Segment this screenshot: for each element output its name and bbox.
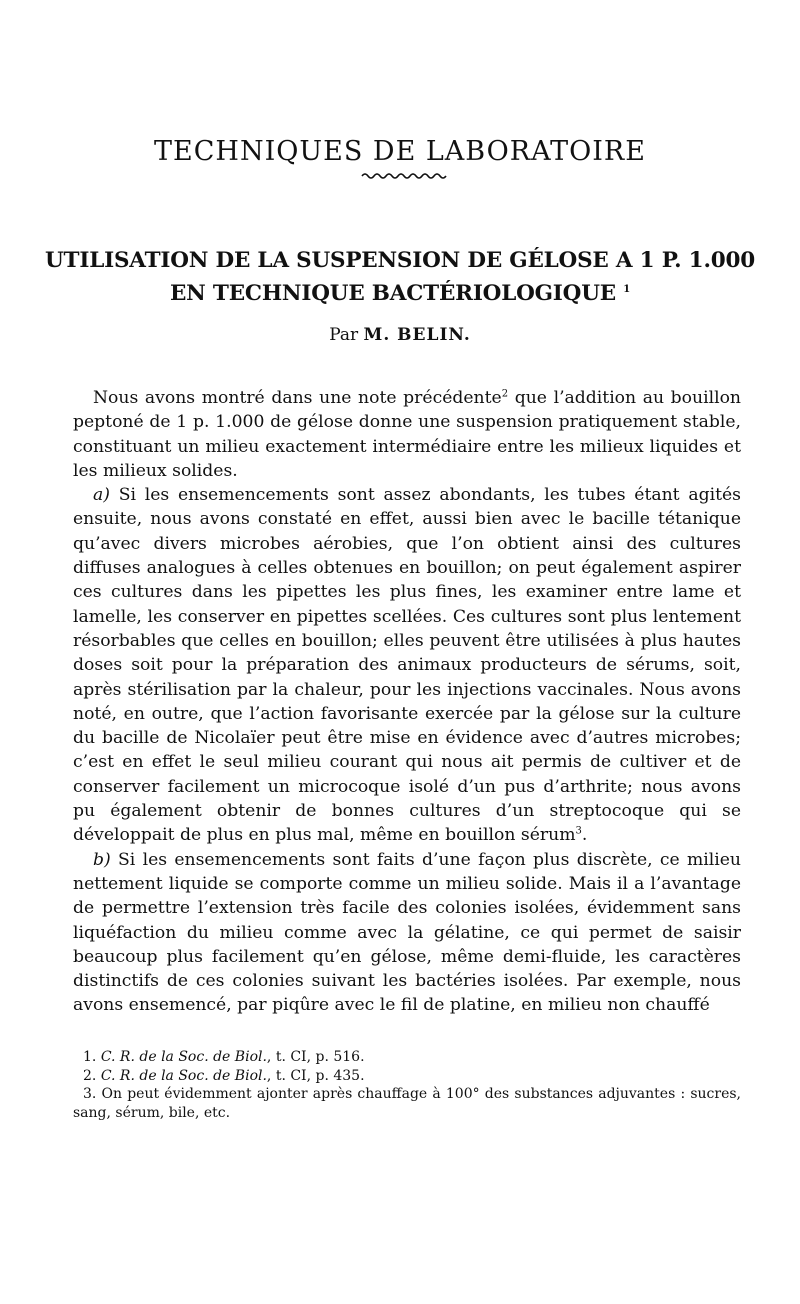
byline <box>0 325 800 345</box>
article-title <box>40 244 760 310</box>
footnote-2-number: 2. <box>83 1067 97 1084</box>
paragraph-intro-rest: que l’addition au bouillon peptoné de 1 p. 1.000 de gélose donne une suspension pratiquement stable, constituant un milieu exactement intermédiaire entre les milieux liquides et les milieux solides. <box>73 388 741 481</box>
footnote-3-text: On peut évidemment ajonter après chauffage à 100° des substances adjuvantes : sucres, sang, sérum, bile, etc. <box>73 1086 741 1121</box>
footnote-2-detail: , t. CI, p. 435. <box>266 1067 365 1084</box>
paragraph-a-end: . <box>581 825 588 846</box>
footnote-1-detail: , t. CI, p. 516. <box>266 1049 365 1065</box>
paragraph-b-text: Si les ensemencements sont faits d’une façon plus discrète, ce milieu nettement liquide se comporte comme un milieu solide. Mais il a l’avantage de permettre l’extension très facile des colonies isolées, évidemment sans liquéfaction du milieu comme avec la gélatine, ce qui permet de saisir beaucoup plus facilement qu’en gélose, même demi-fluide, les caractères distinctifs de ces colonies suivant les bactéries isolées. Par exemple, nous avons ensemencé, par piqûre avec le fil de platine, en milieu non chauffé <box>73 849 741 1016</box>
article-title-line-2 <box>40 277 760 310</box>
paragraph-b <box>73 848 741 1018</box>
paragraph-b-label: b) <box>93 849 111 870</box>
footnote-2 <box>73 1067 741 1086</box>
footnote-3 <box>73 1085 741 1122</box>
paragraph-a <box>73 483 741 847</box>
footnotes <box>73 1048 741 1122</box>
article-title-line-2-text: EN TECHNIQUE BACTÉRIOLOGIQUE <box>170 281 616 306</box>
footnote-2-citation: C. R. de la Soc. de Biol. <box>100 1067 267 1084</box>
article-title-line-1: UTILISATION DE LA SUSPENSION DE GÉLOSE A 1 P. 1.000 <box>44 248 756 273</box>
footnote-1-number: 1. <box>83 1049 97 1065</box>
footnote-3-number: 3. <box>83 1086 97 1102</box>
paragraph-intro-start: Nous avons montré dans une note précédente <box>93 388 502 408</box>
footnote-ref-2[interactable]: 2 <box>501 388 509 400</box>
wavy-rule-ornament <box>360 170 450 182</box>
paragraph-intro <box>73 386 741 483</box>
section-title: TECHNIQUES DE LABORATOIRE <box>154 136 646 168</box>
footnote-1-citation: C. R. de la Soc. de Biol. <box>100 1049 267 1065</box>
footnote-ref-3[interactable]: 3 <box>575 825 582 837</box>
footnote-ref-1[interactable]: 1 <box>623 283 630 295</box>
byline-prefix: Par <box>329 325 359 345</box>
paragraph-a-label: a) <box>93 485 110 506</box>
article-body <box>73 386 741 1018</box>
paragraph-a-text: Si les ensemencements sont assez abondants, les tubes étant agités ensuite, nous avons constaté en effet, aussi bien avec le bacille tétanique qu’avec divers microbes aérobies, que l’on obtient ainsi des cultures diffuses analogues à celles obtenues en bouillon; on peut également aspirer ces cultures dans les pipettes les plus fines, les examiner entre lame et lamelle, les conserver en pipettes scellées. Ces cultures sont plus lentement résorbables que celles en bouillon; elles peuvent être utilisées à plus hautes doses soit pour la préparation des animaux producteurs de sérums, soit, après stérilisation par la chaleur, pour les injections vaccinales. Nous avons noté, en outre, que l’action favorisante exercée par la gélose sur la culture du bacille de Nicolaïer peut être mise en évidence avec d’autres microbes; c’est en effet le seul milieu courant qui nous ait permis de cultiver et de conserver facilement un microcoque isolé d’un pus d’arthrite; nous avons pu également obtenir de bonnes cultures d’un streptocoque qui se développait de plus en plus mal, même en bouillon sérum <box>73 485 741 846</box>
footnote-1 <box>73 1048 741 1067</box>
author-name: M. BELIN. <box>363 325 471 345</box>
